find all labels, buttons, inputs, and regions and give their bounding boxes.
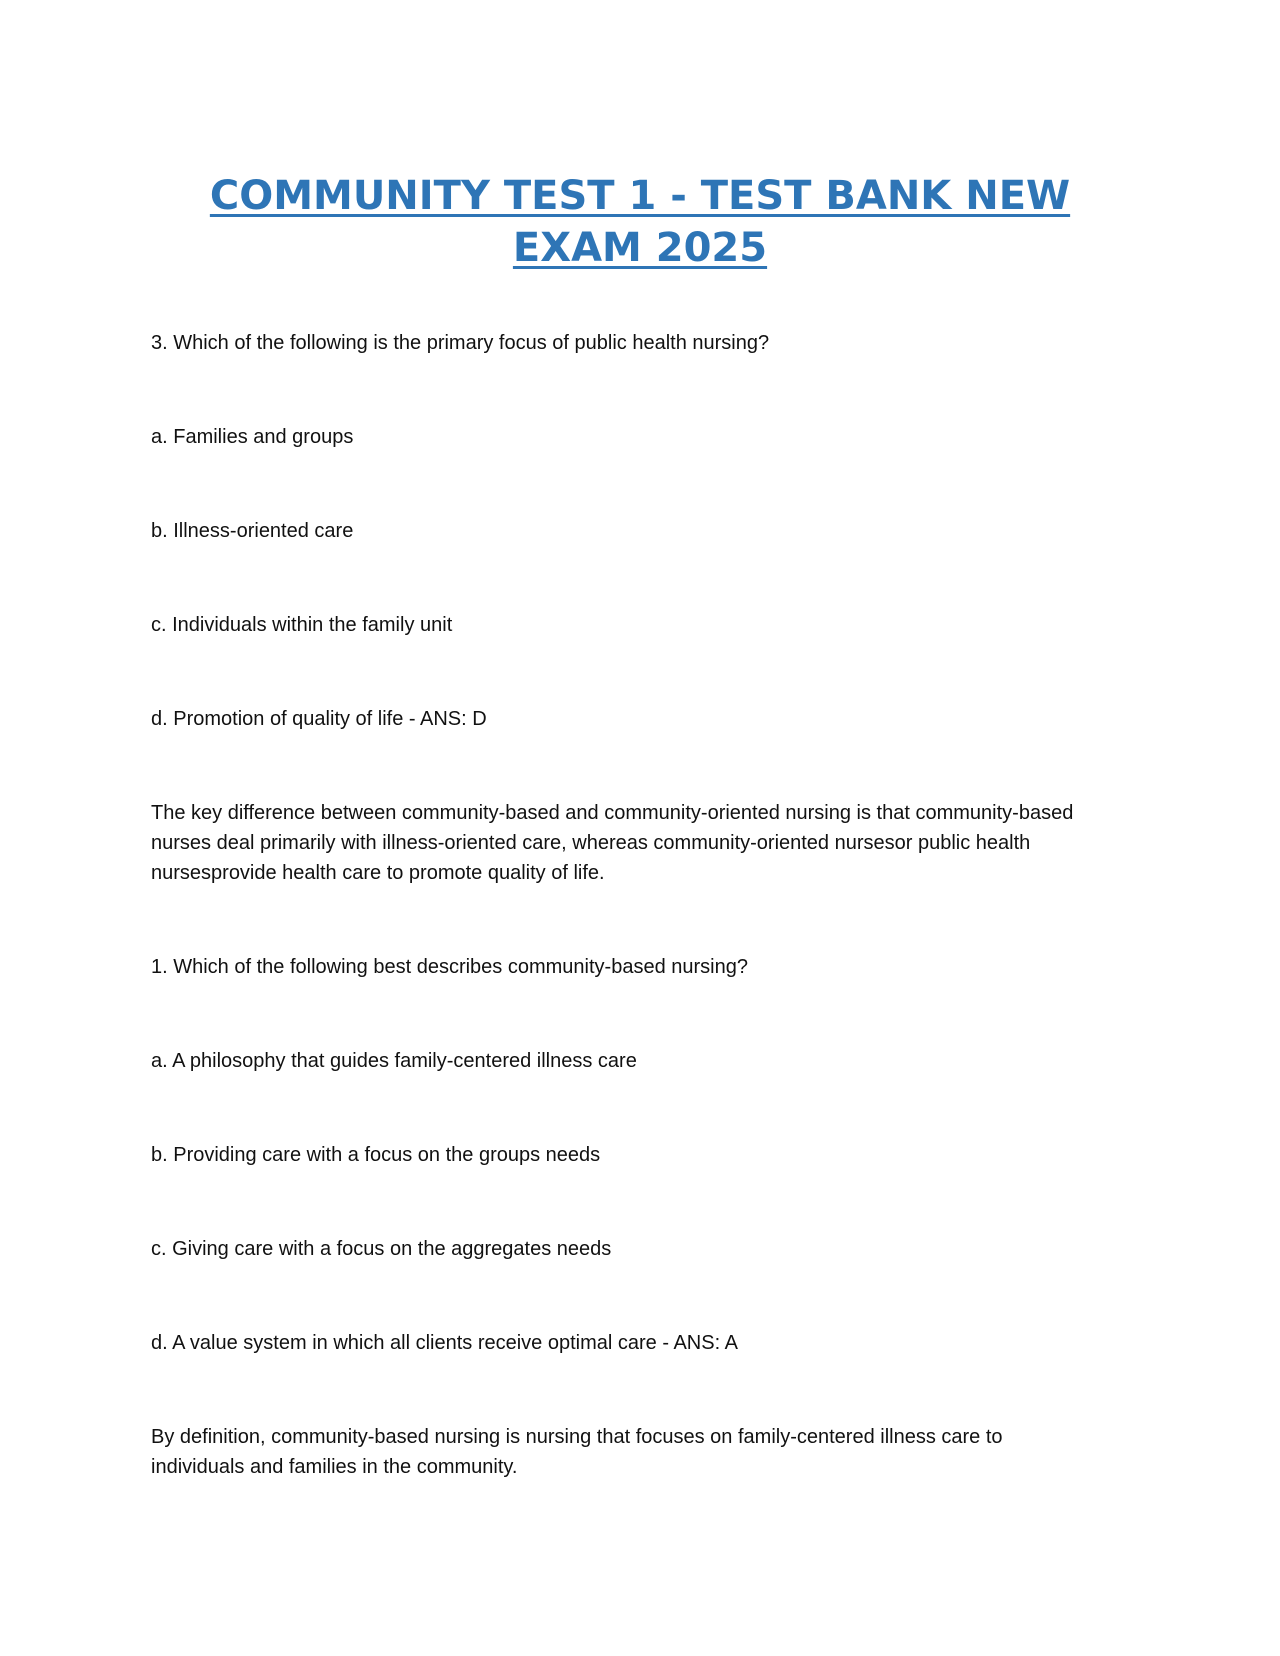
- question-1-rationale: By definition, community-based nursing is nursing that focuses on family-centered illness care to individuals and families in the community.: [151, 1426, 1003, 1478]
- question-3-option-c: c. Individuals within the family unit: [151, 614, 453, 636]
- question-1-option-b: b. Providing care with a focus on the groups needs: [151, 1144, 601, 1166]
- question-3-option-b: b. Illness-oriented care: [151, 520, 354, 542]
- question-3-option-d-answer: d. Promotion of quality of life - ANS: D: [151, 708, 487, 730]
- question-1-option-c: c. Giving care with a focus on the aggregates needs: [151, 1238, 612, 1260]
- question-1-option-a: a. A philosophy that guides family-centered illness care: [151, 1050, 637, 1072]
- question-3: 3. Which of the following is the primary focus of public health nursing?: [151, 332, 770, 354]
- question-1-option-d-answer: d. A value system in which all clients receive optimal care - ANS: A: [151, 1332, 738, 1354]
- question-3-option-a: a. Families and groups: [151, 426, 354, 448]
- question-1: 1. Which of the following best describes community-based nursing?: [151, 956, 748, 978]
- question-3-rationale: The key difference between community-based and community-oriented nursing is that community-based nurses deal primarily with illness-oriented care, whereas community-oriented nursesor public health nursesprovide health care to promote quality of life.: [151, 802, 1074, 884]
- document-title: COMMUNITY TEST 1 - TEST BANK NEW EXAM 2025: [209, 173, 1071, 271]
